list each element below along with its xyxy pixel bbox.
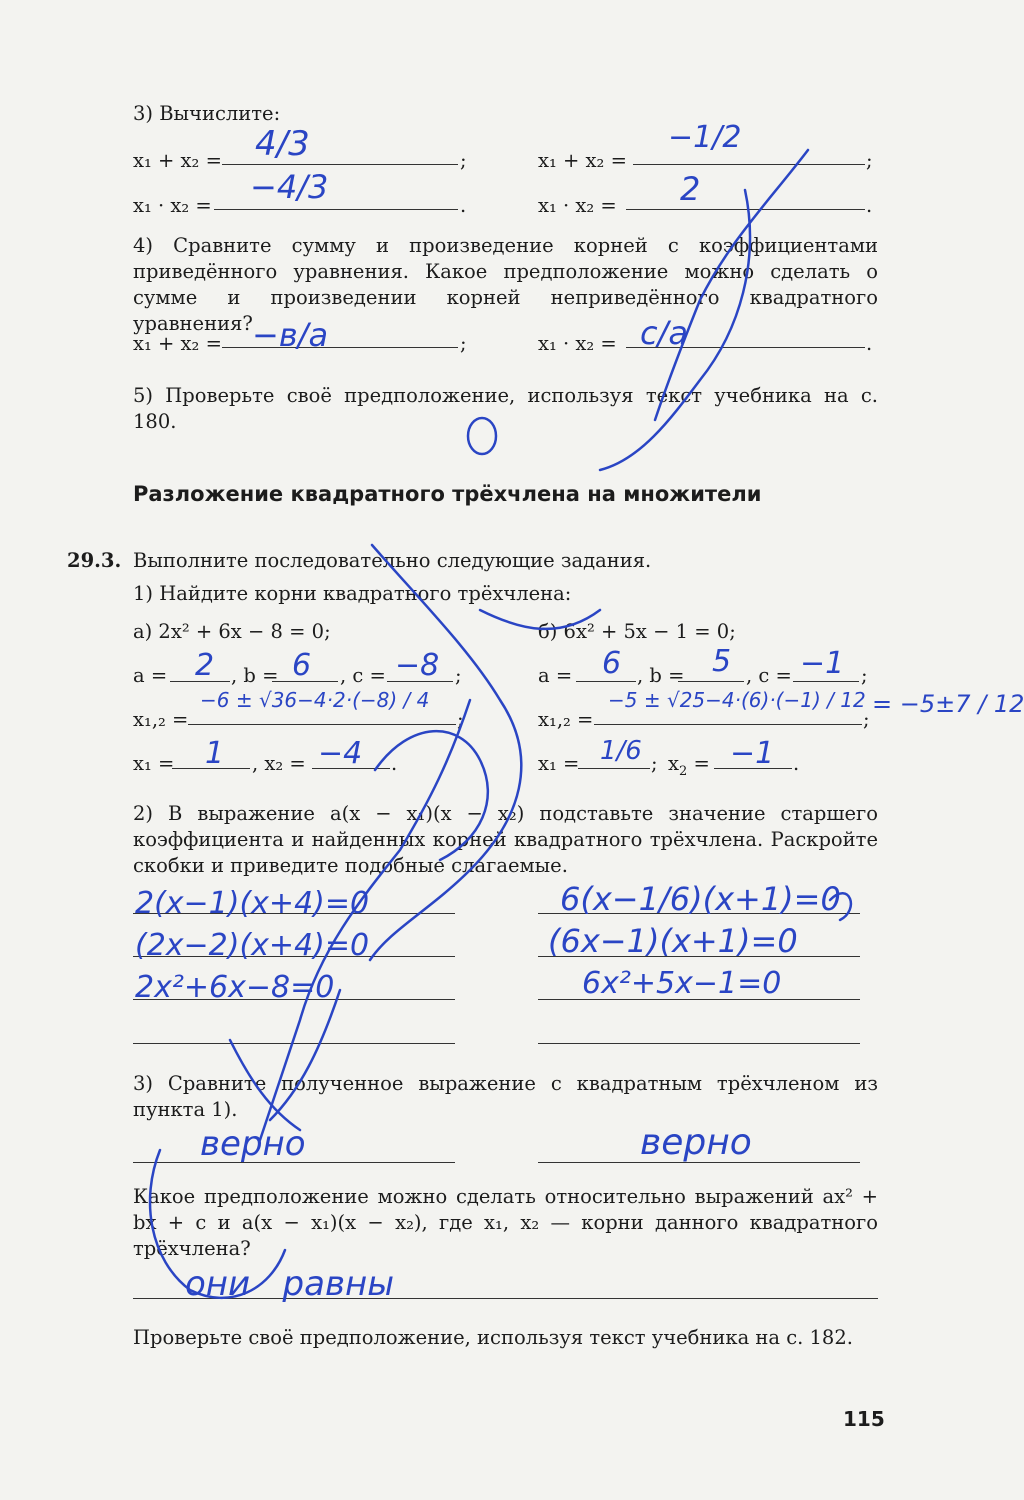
coef-c-label: , c =	[340, 664, 386, 687]
hw-expand-right-2: (6x−1)(x+1)=0	[548, 922, 798, 960]
hw-expand-right-1: 6(x−1/6)(x+1)=0	[560, 880, 841, 918]
coef-a-label: a =	[133, 664, 168, 687]
x1-label: x₁ =	[538, 752, 580, 775]
hw-a-c: −8	[395, 648, 440, 683]
coef-c-label: , c =	[746, 664, 792, 687]
hw-p4-sum: −в/а	[252, 316, 329, 354]
p3-sum-right-label: x₁ + x₂ =	[538, 149, 627, 172]
hw-answer: они равны	[185, 1264, 395, 1304]
hw-b-x1: 1/6	[600, 736, 642, 766]
page-number: 115	[843, 1407, 885, 1431]
task-check: Проверьте своё предположение, используя текст учебника на с. 182.	[133, 1326, 853, 1349]
hw-sum-right: −1/2	[668, 120, 742, 155]
coef-b-label: , b =	[637, 664, 685, 687]
hw-b-c: −1	[800, 646, 845, 681]
hw-b-b: 5	[712, 644, 732, 679]
equation-a: а) 2x² + 6x − 8 = 0;	[133, 620, 331, 643]
hw-a-b: 6	[292, 648, 312, 683]
hw-b-a: 6	[602, 646, 622, 681]
p4-prod-label: x₁ · x₂ =	[538, 332, 617, 355]
p3-title: 3) Вычислите:	[133, 102, 281, 125]
p3-sum-left-label: x₁ + x₂ =	[133, 149, 222, 172]
x12-label: x₁,₂ =	[538, 708, 594, 731]
p3-prod-right-label: x₁ · x₂ =	[538, 194, 617, 217]
hw-expand-left-1: 2(x−1)(x+4)=0	[135, 886, 370, 921]
task-intro: Выполните последовательно следующие задания.	[133, 549, 652, 572]
hw-a-x1: 1	[205, 736, 225, 771]
task-step3: 3) Сравните полученное выражение с квадратным трёхчленом из пункта 1).	[133, 1072, 878, 1121]
p4-sum-label: x₁ + x₂ =	[133, 332, 222, 355]
p5-text: 5) Проверьте своё предположение, используя текст учебника на с. 180.	[133, 384, 878, 433]
hw-a-a: 2	[195, 648, 215, 683]
task-step1: 1) Найдите корни квадратного трёхчлена:	[133, 582, 572, 605]
hw-p4-prod: с/а	[640, 314, 688, 352]
hw-expand-left-3: 2x²+6x−8=0	[135, 970, 335, 1005]
x2-label: , x₂ =	[252, 752, 306, 775]
hw-b-x2: −1	[730, 736, 775, 771]
workbook-page: 3) Вычислите: x₁ + x₂ = ; 4/3 x₁ + x₂ = ; −1/2 x₁ · x₂ = . −4/3 x₁ · x₂ = . 2 4) Сравните сумму и произведение корней с коэффициентами приведённого уравнения. Какое предположение можно сделать о сумме и произведении корней неприведённого квадратного уравнения? x₁ + x₂ = ; −в/а x₁ · x₂ = . с/а 5) Проверьте своё предположение, используя текст учебника на с. 180. Разложение квадратного трёхчлена на множители 29.3. Выполните последовательно следующие задания. 1) Найдите корни квадратного трёхчлена: а) 2x² + 6x − 8 = 0; б) 6x² + 5x − 1 = 0; a = , b = , c = ; 2 6 −8 a = , b = , c = ; 6 5 −1 x₁,₂ = ; −6 ± √36−4·2·(−8) / 4 x₁,₂ = ; −5 ± √25−4·(6)·(−1) / 12 = −5±7 / 12 x₁ = , x₂ = . 1 −4 x₁ = ; $x_2$ = . 1/6 −1 2) В выражение a(x − x₁)(x − x₂) подставьте значение старшего коэффициента и найденных корней квадратного трёхчлена. Раскройте скобки и приведите подобные слагаемые. 2(x−1)(x+4)=0 (2x−2)(x+4)=0 2x²+6x−8=0 6(x−1/6)(x+1)=0 (6x−1)(x+1)=0 6x²+5x−1=0 3) Сравните полученное выражение с квадратным трёхчленом из пункта 1). верно верно Какое предположение можно сделать относительно выражений ax² + bx + c и a(x − x₁)(x − x₂), где x₁, x₂ — корни данного квадратного трёхчлена? они равны Проверьте своё предположение, используя текст учебника на с. 182. 115	[0, 0, 1000, 1500]
hw-prod-left: −4/3	[250, 168, 329, 206]
hw-compare-left: верно	[200, 1124, 306, 1164]
p3-prod-left-label: x₁ · x₂ =	[133, 194, 212, 217]
hw-expand-right-3: 6x²+5x−1=0	[582, 966, 782, 1001]
hw-b-x12: −5 ± √25−4·(6)·(−1) / 12	[608, 688, 866, 712]
hw-b-x12-extra: = −5±7 / 12	[872, 690, 1024, 718]
section-title: Разложение квадратного трёхчлена на множители	[133, 482, 762, 506]
hw-a-x2: −4	[318, 736, 363, 771]
task-question: Какое предположение можно сделать относительно выражений ax² + bx + c и a(x − x₁)(x − x₂), где x₁, x₂ — корни данного квадратного трёхчлена?	[133, 1185, 878, 1260]
task-number: 29.3.	[67, 549, 122, 572]
hw-expand-left-2: (2x−2)(x+4)=0	[135, 928, 370, 963]
x12-label: x₁,₂ =	[133, 708, 189, 731]
hw-sum-left: 4/3	[255, 124, 310, 164]
coef-b-label: , b =	[231, 664, 279, 687]
p4-text: 4) Сравните сумму и произведение корней с коэффициентами приведённого уравнения. Какое предположение можно сделать о сумме и произведении корней неприведённого квадратного уравнения?	[133, 234, 878, 335]
equation-b: б) 6x² + 5x − 1 = 0;	[538, 620, 736, 643]
hw-compare-right: верно	[640, 1122, 752, 1163]
coef-a-label: a =	[538, 664, 573, 687]
hw-prod-right: 2	[680, 170, 701, 208]
hw-a-x12: −6 ± √36−4·2·(−8) / 4	[200, 688, 430, 712]
x1-label: x₁ =	[133, 752, 175, 775]
task-step2: 2) В выражение a(x − x₁)(x − x₂) подставьте значение старшего коэффициента и найденных корней квадратного трёхчлена. Раскройте скобки и приведите подобные слагаемые.	[133, 802, 878, 877]
